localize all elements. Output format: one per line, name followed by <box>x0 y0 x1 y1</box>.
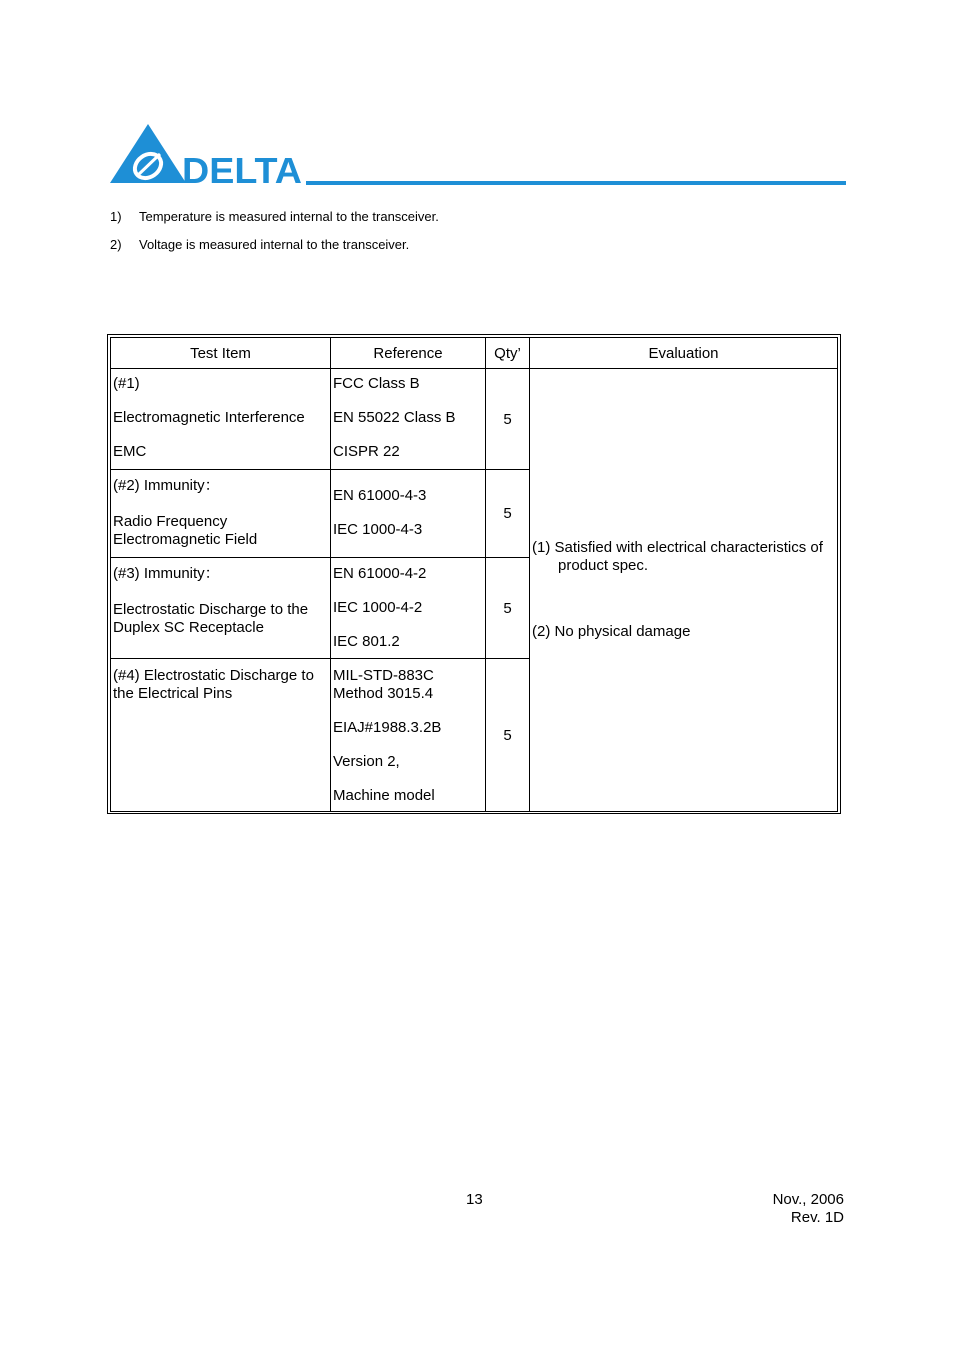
qty-cell: 5 <box>486 558 530 659</box>
footer-date <box>773 1191 844 1227</box>
qty-cell: 5 <box>486 369 530 470</box>
svg-text:DELTA: DELTA <box>182 150 302 186</box>
test-item-cell: (#1) Electromagnetic Interference EMC <box>111 369 331 470</box>
reference-cell: EN 61000-4-3 IEC 1000-4-3 <box>331 470 486 558</box>
reference-cell: EN 61000-4-2 IEC 1000-4-2 IEC 801.2 <box>331 558 486 659</box>
test-table <box>107 334 841 814</box>
qty-cell: 5 <box>486 659 530 812</box>
header-test-item: Test Item <box>111 338 331 369</box>
delta-logo <box>110 124 305 186</box>
test-item-cell: (#3) Immunity： Electrostatic Discharge to the Duplex SC Receptacle <box>111 558 331 659</box>
header-evaluation: Evaluation <box>530 338 838 369</box>
table-row <box>111 369 838 470</box>
reference-cell: FCC Class B EN 55022 Class B CISPR 22 <box>331 369 486 470</box>
header-qty: Qty’ <box>486 338 530 369</box>
page-number: 13 <box>466 1191 483 1208</box>
note-1: 1) Temperature is measured internal to the transceiver. <box>110 209 439 224</box>
evaluation-cell: (1) Satisfied with electrical characteristics of product spec. (2) No physical damage <box>530 369 838 812</box>
revision-text: Rev. 1D <box>790 1209 844 1226</box>
qty-cell: 5 <box>486 470 530 558</box>
header-rule <box>306 181 846 185</box>
reference-cell: MIL-STD-883C Method 3015.4 EIAJ#1988.3.2B Version 2, Machine model <box>331 659 486 812</box>
test-item-cell: (#4) Electrostatic Discharge to the Electrical Pins <box>111 659 331 812</box>
test-item-cell: (#2) Immunity： Radio Frequency Electromagnetic Field <box>111 470 331 558</box>
table-header-row <box>111 338 838 369</box>
note-2: 2) Voltage is measured internal to the transceiver. <box>110 237 410 252</box>
header-reference: Reference <box>331 338 486 369</box>
date-text: Nov., 2006 <box>772 1191 844 1208</box>
